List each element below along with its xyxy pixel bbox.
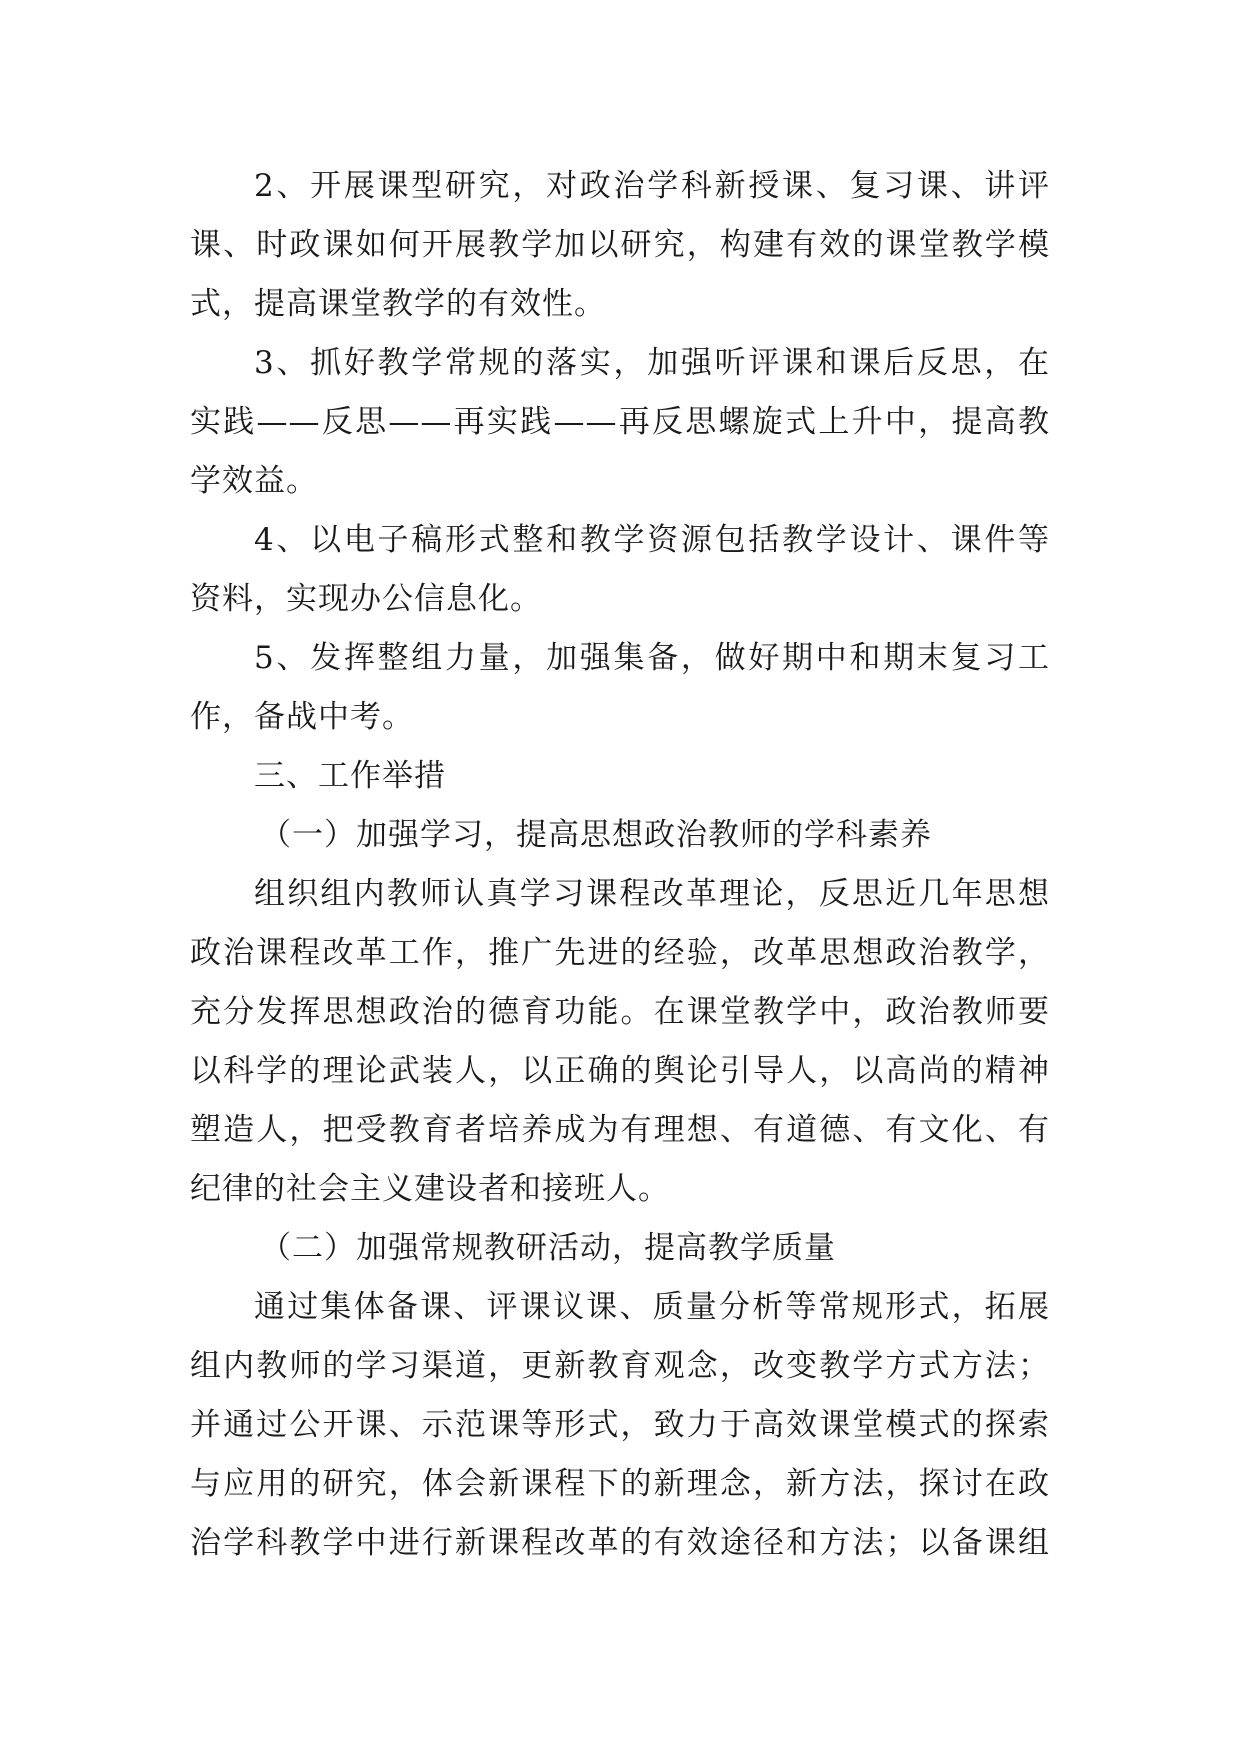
text-line: 并通过公开课、示范课等形式，致力于高效课堂模式的探索 [190,1407,1050,1443]
heading-line: （一）加强学习，提高思想政治教师的学科素养 [260,817,932,853]
paragraph-research-body [190,1278,1050,1573]
document-body [190,157,1050,1573]
text-line: 组内教师的学习渠道，更新教育观念，改变教学方式方法； [190,1348,1050,1384]
heading-line: （二）加强常规教研活动，提高教学质量 [260,1230,836,1266]
paragraph-item-2 [190,157,1050,334]
paragraph-item-4 [190,511,1050,629]
text-line: 组织组内教师认真学习课程改革理论，反思近几年思想 [254,876,1050,912]
text-line: 作，备战中考。 [190,699,414,735]
text-line: 塑造人，把受教育者培养成为有理想、有道德、有文化、有 [190,1112,1050,1148]
text-line: 4、以电子稿形式整和教学资源包括教学设计、课件等 [254,522,1050,558]
heading-line: 三、工作举措 [254,758,446,794]
text-line: 通过集体备课、评课议课、质量分析等常规形式，拓展 [254,1289,1050,1325]
text-line: 治学科教学中进行新课程改革的有效途径和方法；以备课组 [190,1525,1050,1561]
subsection-heading-study [190,806,1050,865]
text-line: 2、开展课型研究，对政治学科新授课、复习课、讲评 [254,168,1050,204]
section-heading-measures [190,747,1050,806]
text-line: 与应用的研究，体会新课程下的新理念，新方法，探讨在政 [190,1466,1050,1502]
paragraph-study-body [190,865,1050,1219]
paragraph-item-5 [190,629,1050,747]
text-line: 课、时政课如何开展教学加以研究，构建有效的课堂教学模 [190,227,1050,263]
text-line: 实践——反思——再实践——再反思螺旋式上升中，提高教 [190,404,1050,440]
text-line: 充分发挥思想政治的德育功能。在课堂教学中，政治教师要 [190,994,1050,1030]
text-line: 资料，实现办公信息化。 [190,581,542,617]
subsection-heading-research [190,1219,1050,1278]
text-line: 纪律的社会主义建设者和接班人。 [190,1171,670,1207]
paragraph-item-3 [190,334,1050,511]
text-line: 以科学的理论武装人，以正确的舆论引导人，以高尚的精神 [190,1053,1050,1089]
text-line: 政治课程改革工作，推广先进的经验，改革思想政治教学， [190,935,1050,971]
text-line: 3、抓好教学常规的落实，加强听评课和课后反思，在 [254,345,1050,381]
text-line: 式，提高课堂教学的有效性。 [190,286,606,322]
text-line: 学效益。 [190,463,318,499]
text-line: 5、发挥整组力量，加强集备，做好期中和期末复习工 [254,640,1050,676]
